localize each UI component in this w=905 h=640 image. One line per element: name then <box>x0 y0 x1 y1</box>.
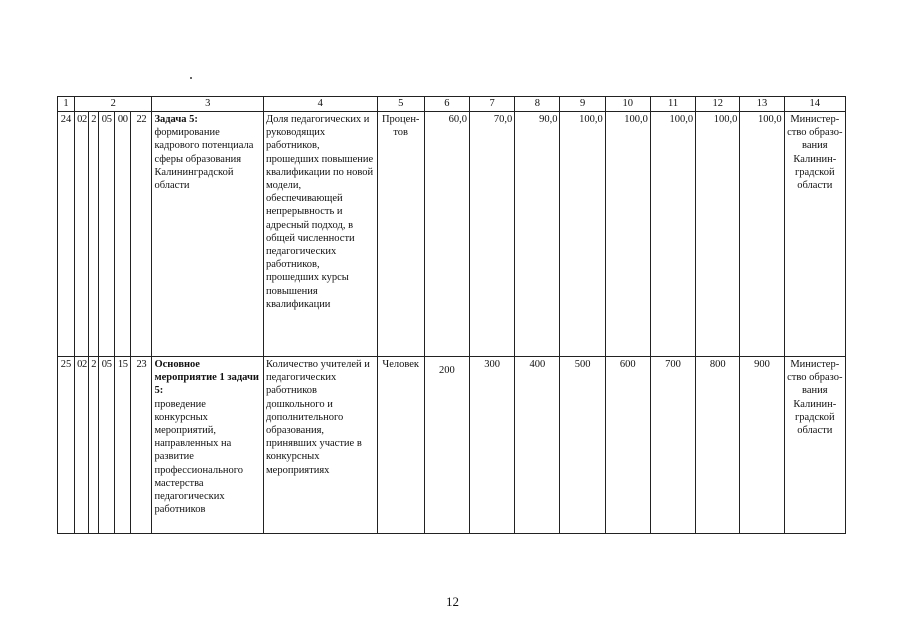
indicator-cell: Количество учителей и педагогических работников дошкольного и дополнительного образования, принявших участие в конкурсных мероприятиях <box>264 357 378 534</box>
value-cell: 90,0 <box>515 112 560 357</box>
col-num-7: 7 <box>470 97 515 112</box>
code-part: 05 <box>99 112 115 357</box>
value-cell: 700 <box>650 357 695 534</box>
task-cell <box>152 357 264 534</box>
code-part: 02 <box>75 357 89 534</box>
col-num-12: 12 <box>696 97 740 112</box>
value-cell: 500 <box>560 357 605 534</box>
task-description: проведение конкурсных мероприятий, направленных на развитие профессионального мастерства педагогических работников <box>154 398 244 516</box>
col-num-11: 11 <box>650 97 695 112</box>
value-cell: 300 <box>470 357 515 534</box>
responsible-cell: Министер-ство образо-вания Калинин-градской области <box>784 357 845 534</box>
value-cell: 70,0 <box>470 112 515 357</box>
code-part: 2 <box>89 112 99 357</box>
col-num-9: 9 <box>560 97 605 112</box>
indicator-cell: Доля педагогических и руководящих работников, прошедших повышение квалификации по новой модели, обеспечивающей непрерывность и адресный подход, в общей численности педагогических работников, прошедших курсы повышения квалификации <box>264 112 378 357</box>
program-indicators-table <box>57 96 846 534</box>
col-num-2: 2 <box>75 97 152 112</box>
unit-cell: Процен-тов <box>377 112 424 357</box>
code-part: 15 <box>115 357 131 534</box>
code-part: 2 <box>89 357 99 534</box>
value-cell: 100,0 <box>560 112 605 357</box>
col-num-5: 5 <box>377 97 424 112</box>
value-cell: 100,0 <box>740 112 784 357</box>
code-part: 23 <box>131 357 152 534</box>
value-cell: 200 <box>424 357 469 534</box>
code-part: 22 <box>131 112 152 357</box>
value-cell: 400 <box>515 357 560 534</box>
row-number: 25 <box>58 357 75 534</box>
col-num-10: 10 <box>605 97 650 112</box>
col-num-8: 8 <box>515 97 560 112</box>
code-part: 00 <box>115 112 131 357</box>
value-cell: 100,0 <box>605 112 650 357</box>
col-num-4: 4 <box>264 97 378 112</box>
table-row <box>58 112 846 357</box>
page-number: 12 <box>446 594 459 609</box>
col-num-14: 14 <box>784 97 845 112</box>
col-num-1: 1 <box>58 97 75 112</box>
col-num-3: 3 <box>152 97 264 112</box>
responsible-cell: Министер-ство образо-вания Калинин-градской области <box>784 112 845 357</box>
value-cell: 600 <box>605 357 650 534</box>
value-cell: 800 <box>696 357 740 534</box>
code-part: 02 <box>75 112 89 357</box>
value-cell: 100,0 <box>696 112 740 357</box>
value-cell: 900 <box>740 357 784 534</box>
code-part: 05 <box>99 357 115 534</box>
unit-cell: Человек <box>377 357 424 534</box>
col-num-6: 6 <box>424 97 469 112</box>
task-title: Задача 5: <box>154 114 198 125</box>
task-description: формирование кадрового потенциала сферы образования Калининградской области <box>154 127 254 192</box>
value-cell: 100,0 <box>650 112 695 357</box>
column-number-row <box>58 97 846 112</box>
row-number: 24 <box>58 112 75 357</box>
col-num-13: 13 <box>740 97 784 112</box>
table-row <box>58 357 846 534</box>
value-cell: 60,0 <box>424 112 469 357</box>
task-cell <box>152 112 264 357</box>
task-title: Основное мероприятие 1 задачи 5: <box>154 359 259 397</box>
scan-speck <box>190 77 192 79</box>
